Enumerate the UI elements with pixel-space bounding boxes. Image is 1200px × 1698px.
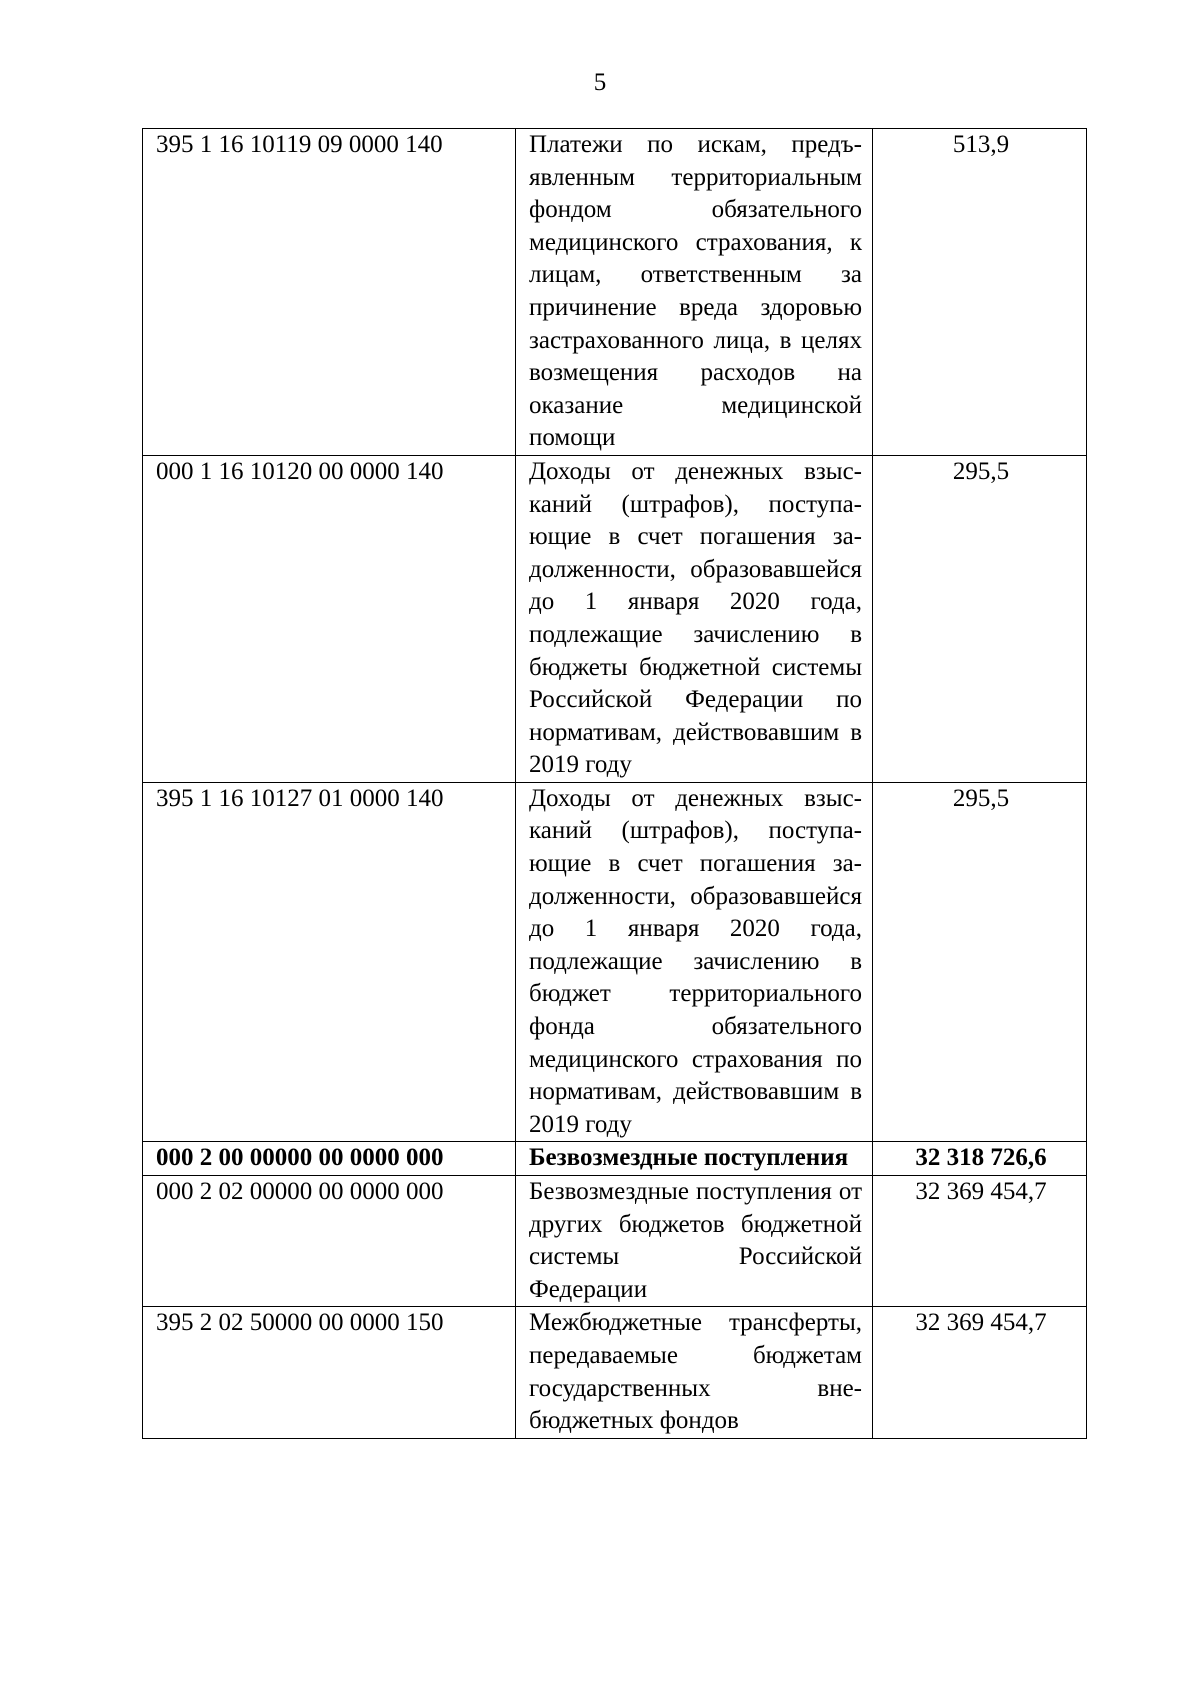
revenue-amount: 513,9 bbox=[873, 129, 1087, 456]
revenue-name: Доходы от денежных взысканий (штрафов), поступающие в счет погашения задолженности, образовавшейся до 1 января 2020 года, подлежащие зачислению в бюджеты бюджетной системы Российской Федерации по нормативам, действовавшим в 2019 году bbox=[516, 455, 873, 782]
revenue-amount: 295,5 bbox=[873, 782, 1087, 1142]
revenue-name: Безвозмездные поступления bbox=[516, 1142, 873, 1176]
table-row bbox=[143, 455, 1087, 782]
table-row-subtotal bbox=[143, 1142, 1087, 1176]
revenue-name: Доходы от денежных взысканий (штрафов), поступающие в счет погашения задолженности, образовавшейся до 1 января 2020 года, подлежащие зачислению в бюджет территориального фонда обязательного медицинского страхования по нормативам, действовавшим в 2019 году bbox=[516, 782, 873, 1142]
budget-classification-code: 000 2 00 00000 00 0000 000 bbox=[143, 1142, 516, 1176]
revenue-name: Межбюджетные трансферты, передаваемые бюджетам государственных внебюджетных фондов bbox=[516, 1307, 873, 1438]
budget-classification-code: 000 1 16 10120 00 0000 140 bbox=[143, 455, 516, 782]
budget-classification-code: 395 1 16 10119 09 0000 140 bbox=[143, 129, 516, 456]
revenue-amount: 295,5 bbox=[873, 455, 1087, 782]
budget-revenue-table bbox=[142, 128, 1087, 1439]
revenue-amount: 32 369 454,7 bbox=[873, 1307, 1087, 1438]
budget-classification-code: 395 2 02 50000 00 0000 150 bbox=[143, 1307, 516, 1438]
budget-classification-code: 000 2 02 00000 00 0000 000 bbox=[143, 1176, 516, 1307]
revenue-amount: 32 369 454,7 bbox=[873, 1176, 1087, 1307]
budget-classification-code: 395 1 16 10127 01 0000 140 bbox=[143, 782, 516, 1142]
revenue-name: Безвозмездные поступления от других бюджетов бюджетной системы Российской Федерации bbox=[516, 1176, 873, 1307]
table-row bbox=[143, 782, 1087, 1142]
table-row bbox=[143, 1176, 1087, 1307]
table-row bbox=[143, 1307, 1087, 1438]
page-number: 5 bbox=[593, 69, 607, 96]
revenue-name: Платежи по искам, предъявленным территориальным фондом обязательного медицинского страхования, к лицам, ответственным за причинение вреда здоровью застрахованного лица, в целях возмещения расходов на оказание медицинской помощи bbox=[516, 129, 873, 456]
table-row bbox=[143, 129, 1087, 456]
revenue-amount: 32 318 726,6 bbox=[873, 1142, 1087, 1176]
